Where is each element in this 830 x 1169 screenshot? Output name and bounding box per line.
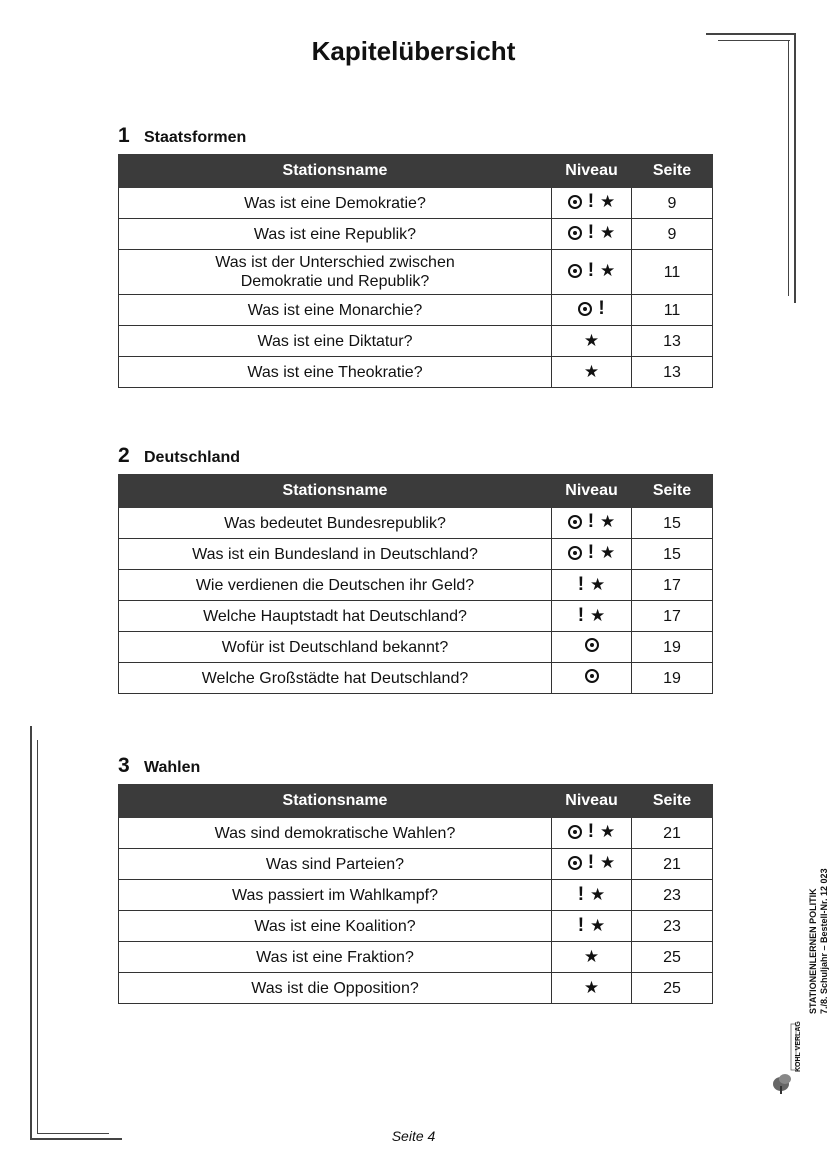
header-row <box>119 155 713 188</box>
exclamation-icon: ! <box>587 222 595 244</box>
station-name: Was ist eine Theokratie? <box>119 357 552 388</box>
header-niveau: Niveau <box>552 155 632 188</box>
star-icon: ★ <box>600 512 616 532</box>
star-icon: ★ <box>600 261 616 281</box>
table-row <box>119 326 713 357</box>
station-page: 15 <box>632 508 713 539</box>
table-row <box>119 570 713 601</box>
station-page: 25 <box>632 942 713 973</box>
table-row <box>119 539 713 570</box>
station-name: Was sind demokratische Wahlen? <box>119 818 552 849</box>
exclamation-icon: ! <box>598 298 605 320</box>
exclamation-icon: ! <box>587 821 595 843</box>
station-level <box>552 973 632 1004</box>
frame-bottom-left-v1 <box>30 726 32 1140</box>
header-niveau: Niveau <box>552 785 632 818</box>
station-name: Was ist eine Monarchie? <box>119 295 552 326</box>
header-niveau: Niveau <box>552 475 632 508</box>
target-circle-icon <box>568 264 582 278</box>
level-symbols <box>584 332 599 349</box>
station-name: Was ist eine Republik? <box>119 219 552 250</box>
station-name: Was sind Parteien? <box>119 849 552 880</box>
star-icon: ★ <box>590 885 606 904</box>
star-icon: ★ <box>600 223 616 243</box>
level-symbols <box>578 299 604 318</box>
header-seite: Seite <box>632 475 713 508</box>
station-page: 11 <box>632 295 713 326</box>
station-level <box>552 601 632 632</box>
level-symbols <box>568 822 616 841</box>
table-body <box>119 818 713 1004</box>
station-page: 25 <box>632 973 713 1004</box>
station-level <box>552 250 632 295</box>
table-row <box>119 880 713 911</box>
station-name: Was ist eine Diktatur? <box>119 326 552 357</box>
station-page: 13 <box>632 357 713 388</box>
table-header <box>119 155 713 188</box>
station-level <box>552 539 632 570</box>
side-publisher-info <box>808 868 830 1014</box>
table-row <box>119 188 713 219</box>
station-level <box>552 326 632 357</box>
station-page: 17 <box>632 601 713 632</box>
station-level <box>552 219 632 250</box>
header-row <box>119 475 713 508</box>
exclamation-icon: ! <box>587 511 595 533</box>
station-name: Welche Hauptstadt hat Deutschland? <box>119 601 552 632</box>
chapter-table-3 <box>118 784 713 1004</box>
side-line-1: STATIONENLERNEN POLITIK <box>808 888 818 1014</box>
star-icon: ★ <box>583 946 600 966</box>
header-stationsname: Stationsname <box>119 785 552 818</box>
page-footer: Seite 4 <box>391 1128 436 1144</box>
level-symbols <box>568 261 616 280</box>
star-icon: ★ <box>590 606 606 625</box>
level-symbols <box>578 885 606 904</box>
target-circle-icon <box>585 638 599 652</box>
station-name <box>119 250 552 295</box>
table-row <box>119 849 713 880</box>
section-title: Staatsformen <box>144 129 247 146</box>
table-header <box>119 785 713 818</box>
level-symbols <box>585 638 599 652</box>
section-heading-1 <box>118 124 246 148</box>
section-title: Wahlen <box>144 759 201 776</box>
station-page: 13 <box>632 326 713 357</box>
exclamation-icon: ! <box>577 574 585 595</box>
station-level <box>552 188 632 219</box>
table-row <box>119 663 713 694</box>
exclamation-icon: ! <box>587 542 595 564</box>
station-name: Was ist eine Koalition? <box>119 911 552 942</box>
station-level <box>552 942 632 973</box>
exclamation-icon: ! <box>587 852 595 874</box>
level-symbols <box>568 543 616 562</box>
star-icon: ★ <box>590 575 606 594</box>
station-level <box>552 880 632 911</box>
level-symbols <box>584 979 599 996</box>
table-row <box>119 601 713 632</box>
level-symbols <box>584 948 599 965</box>
station-page: 21 <box>632 849 713 880</box>
section-title: Deutschland <box>144 449 241 466</box>
table-body <box>119 188 713 388</box>
station-page: 19 <box>632 663 713 694</box>
star-icon: ★ <box>600 543 616 563</box>
section-heading-3 <box>118 754 200 778</box>
star-icon: ★ <box>600 822 616 842</box>
target-circle-icon <box>568 515 582 529</box>
header-stationsname: Stationsname <box>119 155 552 188</box>
station-page: 9 <box>632 188 713 219</box>
star-icon: ★ <box>583 330 600 350</box>
frame-top-right-v1 <box>794 33 796 303</box>
station-page: 23 <box>632 880 713 911</box>
exclamation-icon: ! <box>587 260 595 282</box>
header-row <box>119 785 713 818</box>
section-number: 3 <box>118 754 130 777</box>
station-level <box>552 818 632 849</box>
chapter-table-1 <box>118 154 713 388</box>
side-line-2: 7./8. Schuljahr – Bestell-Nr. 12 023 <box>819 868 829 1014</box>
station-page: 21 <box>632 818 713 849</box>
station-level <box>552 295 632 326</box>
frame-top-right-v2 <box>788 40 789 296</box>
table-row <box>119 508 713 539</box>
station-name: Was ist ein Bundesland in Deutschland? <box>119 539 552 570</box>
section-number: 1 <box>118 124 130 147</box>
table-header <box>119 475 713 508</box>
station-page: 15 <box>632 539 713 570</box>
station-level <box>552 849 632 880</box>
logo-text: KOHL VERLAG <box>795 1021 802 1072</box>
section-number: 2 <box>118 444 130 467</box>
station-name-line: Demokratie und Republik? <box>240 273 430 290</box>
station-level <box>552 911 632 942</box>
page-title: Kapitelübersicht <box>311 36 516 66</box>
station-name-line: Was ist der Unterschied zwischen <box>215 254 455 271</box>
star-icon: ★ <box>583 977 600 997</box>
station-page: 19 <box>632 632 713 663</box>
exclamation-icon: ! <box>577 884 585 905</box>
level-symbols <box>585 669 599 683</box>
station-name: Wofür ist Deutschland bekannt? <box>119 632 552 663</box>
header-seite: Seite <box>632 155 713 188</box>
star-icon: ★ <box>600 853 616 873</box>
table-row <box>119 911 713 942</box>
chapter-table-2 <box>118 474 713 694</box>
tree-logo-icon <box>771 1024 797 1094</box>
target-circle-icon <box>568 226 582 240</box>
station-name: Was ist eine Demokratie? <box>119 188 552 219</box>
target-circle-icon <box>568 856 582 870</box>
station-name: Wie verdienen die Deutschen ihr Geld? <box>119 570 552 601</box>
table-row <box>119 942 713 973</box>
target-circle-icon <box>585 669 599 683</box>
station-level <box>552 357 632 388</box>
star-icon: ★ <box>583 361 600 381</box>
level-symbols <box>568 853 616 872</box>
table-row <box>119 295 713 326</box>
station-name: Was passiert im Wahlkampf? <box>119 880 552 911</box>
station-level <box>552 570 632 601</box>
level-symbols <box>568 223 616 242</box>
section-heading-2 <box>118 444 240 468</box>
target-circle-icon <box>568 195 582 209</box>
level-symbols <box>578 575 606 594</box>
station-page: 17 <box>632 570 713 601</box>
station-name: Was bedeutet Bundesrepublik? <box>119 508 552 539</box>
exclamation-icon: ! <box>587 191 595 213</box>
table-row <box>119 973 713 1004</box>
station-level <box>552 663 632 694</box>
star-icon: ★ <box>590 916 606 935</box>
table-row <box>119 250 713 295</box>
header-stationsname: Stationsname <box>119 475 552 508</box>
level-symbols <box>578 916 606 935</box>
header-seite: Seite <box>632 785 713 818</box>
station-level <box>552 508 632 539</box>
table-row <box>119 219 713 250</box>
level-symbols <box>578 606 606 625</box>
level-symbols <box>568 192 616 211</box>
star-icon: ★ <box>600 192 616 212</box>
station-name: Welche Großstädte hat Deutschland? <box>119 663 552 694</box>
table-row <box>119 818 713 849</box>
frame-top-right-h1 <box>706 33 796 35</box>
exclamation-icon: ! <box>577 605 585 626</box>
target-circle-icon <box>578 302 592 316</box>
table-body <box>119 508 713 694</box>
target-circle-icon <box>568 546 582 560</box>
table-row <box>119 357 713 388</box>
station-page: 11 <box>632 250 713 295</box>
exclamation-icon: ! <box>577 915 585 936</box>
station-level <box>552 632 632 663</box>
frame-bottom-left-v2 <box>37 740 38 1134</box>
station-name: Was ist die Opposition? <box>119 973 552 1004</box>
level-symbols <box>568 512 616 531</box>
level-symbols <box>584 363 599 380</box>
table-row <box>119 632 713 663</box>
target-circle-icon <box>568 825 582 839</box>
station-page: 9 <box>632 219 713 250</box>
station-page: 23 <box>632 911 713 942</box>
station-name: Was ist eine Fraktion? <box>119 942 552 973</box>
